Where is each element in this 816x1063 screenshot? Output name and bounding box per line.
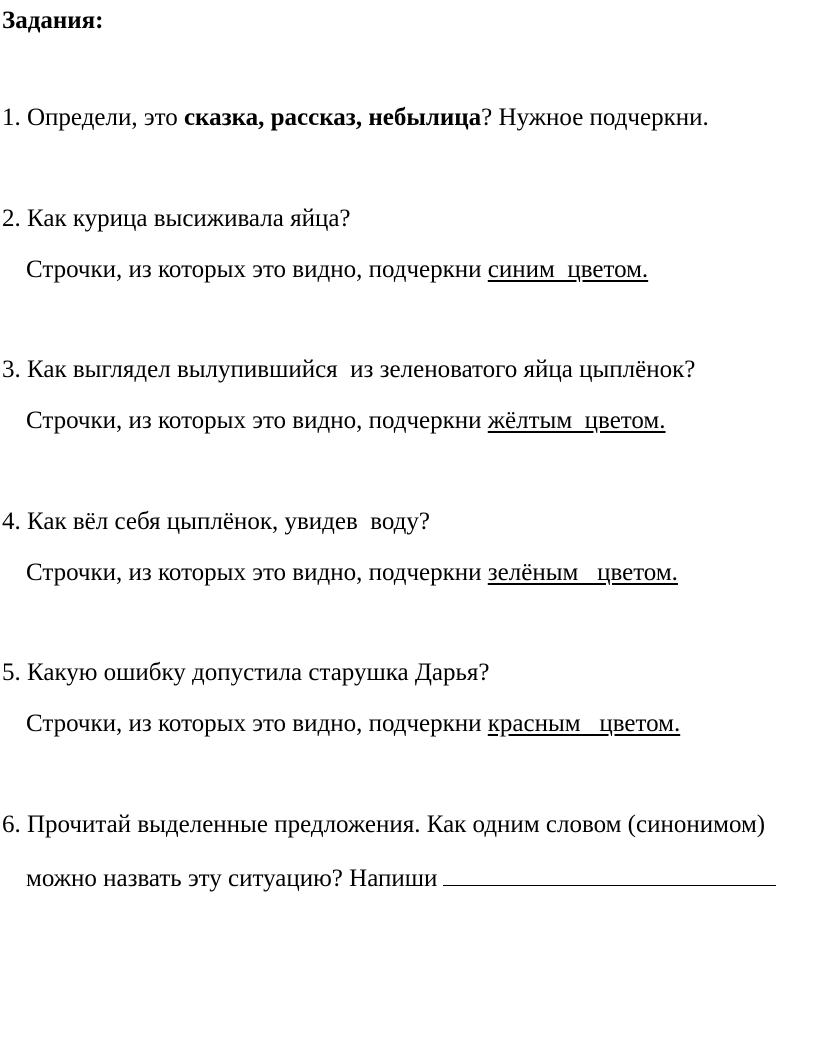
task-4-color: зелёным цветом. (487, 559, 678, 586)
task-4-question: 4. Как вёл себя цыплёнок, увидев воду? (2, 508, 430, 535)
task-6-line-2 (26, 861, 776, 891)
task-5-question: 5. Какую ошибку допустила старушка Дарья? (2, 659, 490, 686)
task-1 (2, 103, 709, 133)
task-3-instruction-text: Строчки, из которых это видно, подчеркни (26, 407, 488, 434)
task-2-color: синим цветом. (487, 256, 649, 283)
task-5-instruction-text: Строчки, из которых это видно, подчеркни (26, 710, 488, 737)
answer-blank[interactable] (443, 861, 776, 886)
task-3-question: 3. Как выглядел вылупившийся из зеленоватого яйца цыплёнок? (2, 356, 696, 383)
page-title: Задания: (2, 7, 104, 34)
task-1-suffix: ? Нужное подчеркни. (481, 104, 709, 131)
task-3-instruction (26, 406, 666, 436)
task-4-instruction-text: Строчки, из которых это видно, подчеркни (26, 559, 488, 586)
task-3-color: жёлтым цветом. (487, 407, 666, 434)
task-2-question: 2. Как курица высиживала яйца? (2, 205, 351, 232)
task-5-instruction (26, 709, 680, 739)
task-5-color: красным цветом. (487, 710, 681, 737)
task-1-options: сказка, рассказ, небылица (183, 104, 482, 131)
task-1-prefix: 1. Определи, это (2, 104, 184, 131)
task-6-line-2-text: можно назвать эту ситуацию? Напиши (26, 865, 438, 892)
task-6-line-1: 6. Прочитай выделенные предложения. Как одним словом (синонимом) (2, 811, 766, 838)
task-2-instruction (26, 255, 648, 285)
task-4-instruction (26, 558, 678, 588)
task-2-instruction-text: Строчки, из которых это видно, подчеркни (26, 256, 488, 283)
